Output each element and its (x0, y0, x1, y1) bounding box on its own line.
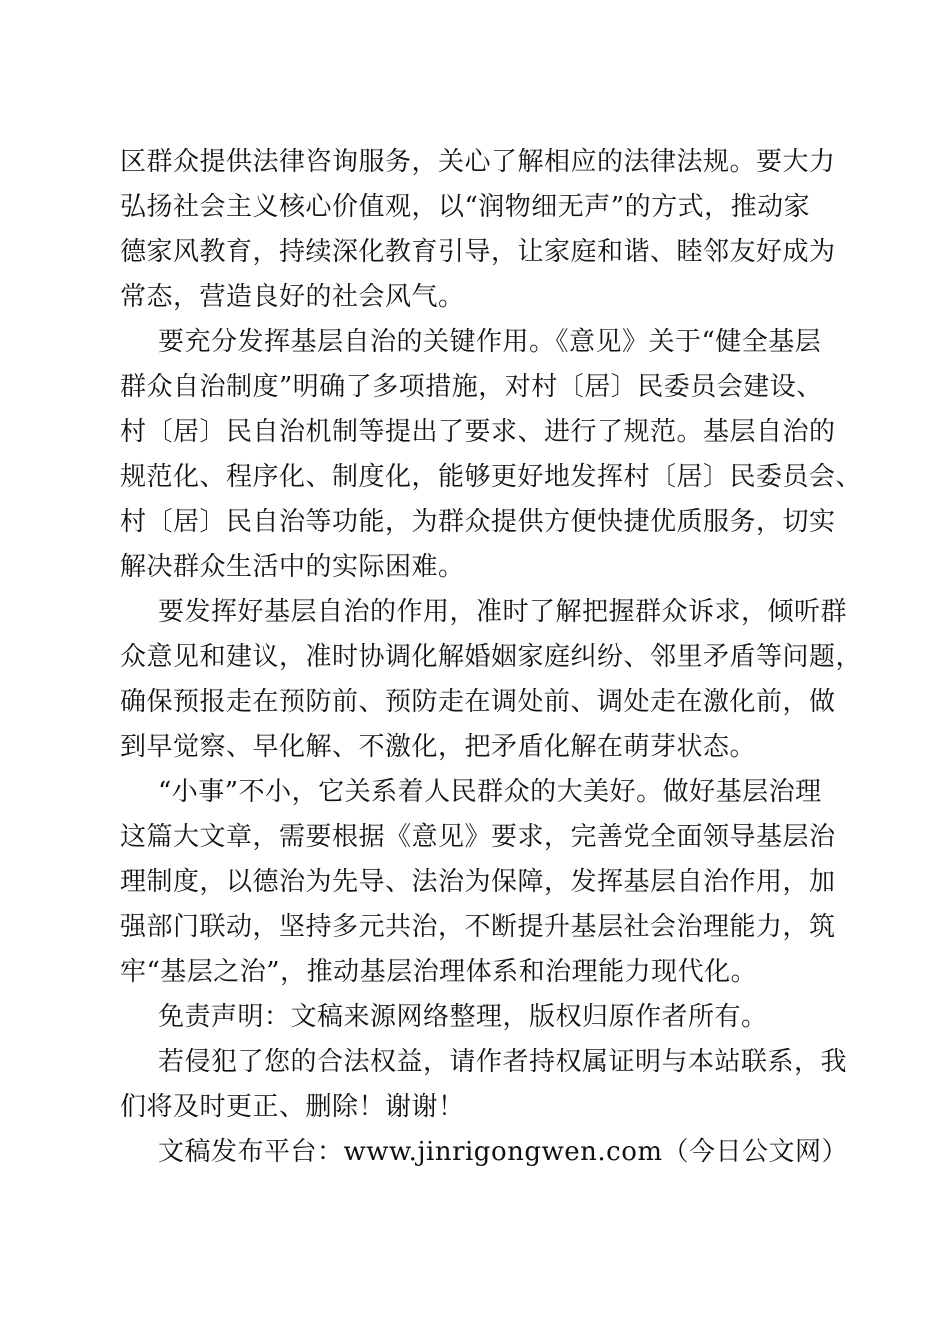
text-line: 常态，营造良好的社会风气。 (120, 282, 465, 312)
text-line: 区群众提供法律咨询服务，关心了解相应的法律法规。要大力 (120, 147, 836, 177)
text-line: 解决群众生活中的实际困难。 (120, 552, 465, 582)
text-line: 确保预报走在预防前、预防走在调处前、调处走在激化前，做 (120, 687, 836, 717)
text-line: 众意见和建议，准时协调化解婚姻家庭纠纷、邻里矛盾等问题， (120, 642, 863, 672)
paragraph-first-line: “小事”不小，它关系着人民群众的大美好。做好基层治理 (158, 777, 822, 807)
text-line: 德家风教育，持续深化教育引导，让家庭和谐、睦邻友好成为 (120, 237, 836, 267)
text-line: 到早觉察、早化解、不激化，把矛盾化解在萌芽状态。 (120, 732, 757, 762)
disclaimer-line: 免责声明：文稿来源网络整理，版权归原作者所有。 (158, 1002, 768, 1032)
text-line: 弘扬社会主义核心价值观，以“润物细无声”的方式，推动家 (120, 192, 811, 222)
text-line: 理制度，以德治为先导、法治为保障，发挥基层自治作用，加 (120, 867, 836, 897)
text-line: 群众自治制度”明确了多项措施，对村〔居〕民委员会建设、 (120, 372, 823, 402)
paragraph-first-line: 要发挥好基层自治的作用，准时了解把握群众诉求，倾听群 (158, 597, 848, 627)
text-line: 村〔居〕民自治等功能，为群众提供方便快捷优质服务，切实 (120, 507, 836, 537)
paragraph-first-line: 要充分发挥基层自治的关键作用。《意见》关于“健全基层 (158, 327, 822, 357)
text-line: 牢“基层之治”，推动基层治理体系和治理能力现代化。 (120, 957, 758, 987)
publisher-line: 文稿发布平台：www.jinrigongwen.com（今日公文网） (158, 1137, 849, 1167)
text-line: 这篇大文章，需要根据《意见》要求，完善党全面领导基层治 (120, 822, 836, 852)
text-line: 强部门联动，坚持多元共治，不断提升基层社会治理能力，筑 (120, 912, 836, 942)
disclaimer-line: 若侵犯了您的合法权益，请作者持权属证明与本站联系，我 (158, 1047, 848, 1077)
text-line: 村〔居〕民自治机制等提出了要求、进行了规范。基层自治的 (120, 417, 836, 447)
disclaimer-line: 们将及时更正、删除！谢谢！ (120, 1092, 465, 1122)
text-line: 规范化、程序化、制度化，能够更好地发挥村〔居〕民委员会、 (120, 462, 863, 492)
